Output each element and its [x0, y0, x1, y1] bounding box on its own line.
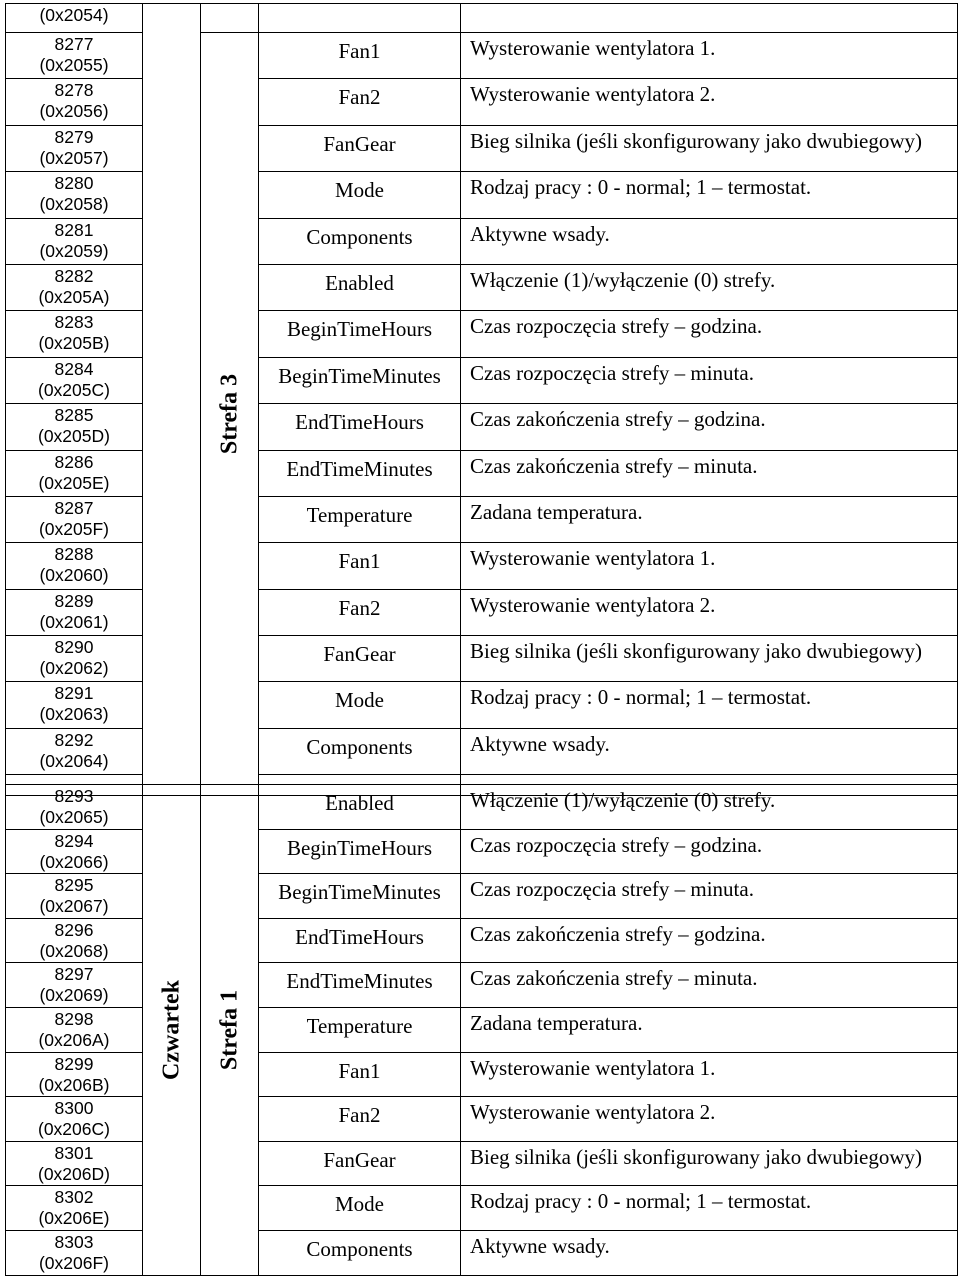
parameter-name-cell [259, 682, 461, 728]
register-hex: (0x2058) [39, 194, 109, 215]
parameter-name-cell [259, 1230, 461, 1275]
day-label-cell [143, 785, 201, 1276]
parameter-name: Fan1 [338, 1058, 381, 1083]
parameter-name-cell [259, 589, 461, 635]
register-address-cell [6, 1097, 143, 1142]
parameter-description: Bieg silnika (jeśli skonfigurowany jako dwubiegowy) [470, 128, 923, 153]
register-address-cell [6, 636, 143, 682]
parameter-description-cell [461, 1186, 958, 1231]
register-address-cell [6, 450, 143, 496]
parameter-name: Enabled [325, 791, 394, 815]
table-row [6, 785, 958, 830]
register-address [6, 590, 142, 633]
parameter-name-cell [259, 404, 461, 450]
parameter-name: Temperature [306, 1013, 413, 1038]
parameter-name: EndTimeHours [295, 924, 424, 949]
day-label-container [143, 785, 200, 1275]
register-address-cell [6, 1141, 143, 1186]
register-address-cell [6, 125, 143, 171]
register-decimal: 8300 [54, 1098, 94, 1119]
register-hex: (0x2056) [39, 101, 109, 122]
register-hex: (0x2068) [39, 940, 109, 961]
register-address-cell [6, 218, 143, 264]
zone-label-container [201, 33, 258, 795]
parameter-description: Czas zakończenia strefy – godzina. [470, 921, 766, 946]
register-address [6, 682, 142, 725]
table-row-fragment [6, 4, 958, 33]
register-decimal: 8301 [54, 1142, 94, 1163]
zone-label: Strefa 3 [216, 374, 242, 455]
register-hex: (0x206B) [38, 1074, 110, 1095]
register-decimal: 8282 [54, 265, 94, 286]
register-address-cell [6, 1186, 143, 1231]
parameter-description-cell [461, 1052, 958, 1097]
register-hex: (0x2059) [39, 240, 109, 261]
register-decimal: 8286 [54, 451, 94, 472]
register-hex: (0x2060) [39, 565, 109, 586]
register-decimal: 8279 [54, 126, 94, 147]
parameter-description: Zadana temperatura. [470, 1010, 643, 1035]
register-address [6, 172, 142, 215]
register-decimal: 8281 [54, 219, 94, 240]
parameter-name: Fan1 [338, 549, 381, 574]
parameter-name-cell [259, 218, 461, 264]
register-hex: (0x205C) [38, 379, 110, 400]
parameter-description-cell [461, 33, 958, 79]
register-hex: (0x2069) [39, 985, 109, 1006]
register-address [6, 79, 142, 122]
register-decimal: 8280 [54, 173, 94, 194]
parameter-name-cell [259, 543, 461, 589]
register-address-cell [6, 728, 143, 774]
parameter-name-cell [259, 172, 461, 218]
register-decimal: 8285 [54, 405, 94, 426]
register-address-cell [6, 496, 143, 542]
register-decimal: 8292 [54, 729, 94, 750]
zone-label-container [201, 785, 258, 1275]
parameter-name: Temperature [306, 502, 413, 527]
parameter-description: Bieg silnika (jeśli skonfigurowany jako dwubiegowy) [470, 1144, 923, 1169]
parameter-name-cell [259, 918, 461, 963]
parameter-name: Components [306, 224, 413, 249]
register-decimal: 8287 [54, 497, 94, 518]
parameter-name-cell [259, 125, 461, 171]
register-address [6, 874, 142, 917]
parameter-name: Enabled [325, 270, 394, 295]
parameter-description: Czas rozpoczęcia strefy – minuta. [470, 360, 754, 385]
parameter-description-cell [461, 918, 958, 963]
parameter-name-cell [259, 1097, 461, 1142]
parameter-name-cell [259, 450, 461, 496]
register-hex: (0x205D) [38, 426, 110, 447]
register-decimal: 8290 [54, 637, 94, 658]
parameter-description-cell [461, 785, 958, 830]
register-address-cell [6, 357, 143, 403]
parameter-name: BeginTimeMinutes [278, 880, 441, 905]
parameter-description: Aktywne wsady. [470, 731, 610, 756]
register-address [6, 358, 142, 401]
register-address [6, 1186, 142, 1229]
register-address [6, 729, 142, 772]
register-decimal: 8288 [54, 544, 94, 565]
parameter-description: Włączenie (1)/wyłączenie (0) strefy. [470, 267, 776, 292]
register-hex: (0x206A) [38, 1029, 110, 1050]
register-address [6, 1097, 142, 1140]
register-decimal: 8303 [54, 1231, 94, 1252]
parameter-name: FanGear [323, 1147, 396, 1172]
register-decimal: 8293 [54, 786, 94, 806]
register-decimal: 8299 [54, 1053, 94, 1074]
parameter-description: Rodzaj pracy : 0 - normal; 1 – termostat. [470, 685, 812, 710]
register-address [6, 1231, 142, 1274]
parameter-name-cell [259, 874, 461, 919]
register-address-cell [6, 1230, 143, 1275]
register-address [6, 1053, 142, 1096]
parameter-description-cell [461, 404, 958, 450]
parameter-name: FanGear [323, 642, 396, 667]
parameter-name: Mode [335, 688, 384, 713]
register-hex: (0x205B) [38, 333, 110, 354]
register-address [6, 636, 142, 679]
parameter-description: Czas rozpoczęcia strefy – godzina. [470, 832, 763, 857]
register-address-cell [6, 543, 143, 589]
register-address-cell [6, 874, 143, 919]
register-address [6, 785, 142, 828]
register-address-cell [6, 589, 143, 635]
parameter-description-cell [461, 1097, 958, 1142]
parameter-name-cell [259, 963, 461, 1008]
parameter-name: Mode [335, 1192, 384, 1217]
parameter-description-cell [461, 4, 958, 33]
register-address-cell [6, 172, 143, 218]
register-hex: (0x205E) [38, 472, 110, 493]
register-address-cell [6, 682, 143, 728]
parameter-name-cell [259, 264, 461, 310]
parameter-description: Czas rozpoczęcia strefy – minuta. [470, 877, 754, 902]
parameter-description-cell [461, 589, 958, 635]
parameter-description-cell [461, 357, 958, 403]
register-address [6, 830, 142, 873]
parameter-name: Fan2 [338, 595, 381, 620]
day-label: Czwartek [158, 979, 184, 1080]
register-address-cell [6, 4, 143, 33]
register-decimal: 8295 [54, 875, 94, 896]
register-address [6, 451, 142, 494]
register-address [6, 265, 142, 308]
parameter-name: Fan2 [338, 85, 381, 110]
register-hex: (0x206E) [38, 1208, 110, 1229]
parameter-description-cell [461, 636, 958, 682]
register-address-cell [6, 1007, 143, 1052]
parameter-name: Fan1 [338, 39, 381, 63]
parameter-name: Components [306, 1236, 413, 1261]
register-hex: (0x206C) [38, 1119, 110, 1140]
parameter-description-cell [461, 79, 958, 125]
register-hex: (0x206D) [38, 1163, 110, 1184]
parameter-description-cell [461, 125, 958, 171]
parameter-description: Wysterowanie wentylatora 1. [470, 546, 716, 571]
register-address-cell [6, 311, 143, 357]
register-decimal: 8291 [54, 683, 94, 704]
parameter-name-cell [259, 728, 461, 774]
register-decimal: 8298 [54, 1008, 94, 1029]
register-address [6, 919, 142, 962]
parameter-description-cell [461, 1230, 958, 1275]
register-address [6, 33, 142, 76]
register-table-strefa-3 [5, 3, 958, 796]
register-decimal: 8277 [54, 34, 94, 54]
parameter-description: Czas zakończenia strefy – godzina. [470, 407, 766, 432]
parameter-description-cell [461, 450, 958, 496]
register-address [6, 543, 142, 586]
register-decimal: 8284 [54, 358, 94, 379]
register-address [6, 404, 142, 447]
parameter-description-cell [461, 496, 958, 542]
parameter-name: FanGear [323, 131, 396, 156]
register-hex: (0x2064) [39, 750, 109, 771]
register-decimal: 8294 [54, 830, 94, 851]
register-address-cell [6, 963, 143, 1008]
parameter-name: EndTimeHours [295, 410, 424, 435]
register-address [6, 311, 142, 354]
parameter-description: Czas zakończenia strefy – minuta. [470, 966, 758, 991]
parameter-name: BeginTimeHours [286, 317, 433, 342]
parameter-description: Zadana temperatura. [470, 499, 643, 524]
zone-label-cell [201, 785, 259, 1276]
register-address-cell [6, 264, 143, 310]
register-decimal: 8302 [54, 1187, 94, 1208]
parameter-name-cell [259, 1007, 461, 1052]
parameter-description-cell [461, 1007, 958, 1052]
register-address-cell [6, 33, 143, 79]
parameter-name: Mode [335, 178, 384, 203]
parameter-name: Components [306, 734, 413, 759]
register-address-cell [6, 918, 143, 963]
register-hex: (0x2054) [39, 5, 109, 25]
parameter-description-cell [461, 829, 958, 874]
parameter-description: Bieg silnika (jeśli skonfigurowany jako dwubiegowy) [470, 639, 923, 664]
register-address [6, 1142, 142, 1185]
parameter-name-cell [259, 311, 461, 357]
parameter-description: Rodzaj pracy : 0 - normal; 1 – termostat. [470, 175, 812, 200]
parameter-name-cell [259, 636, 461, 682]
register-hex: (0x2065) [39, 807, 109, 827]
parameter-description-cell [461, 543, 958, 589]
parameter-description: Wysterowanie wentylatora 2. [470, 82, 716, 107]
register-hex: (0x2057) [39, 147, 109, 168]
register-hex: (0x205F) [38, 518, 110, 539]
register-decimal: 8278 [54, 80, 94, 101]
parameter-name: EndTimeMinutes [286, 969, 433, 994]
register-address-cell [6, 785, 143, 830]
register-decimal: 8289 [54, 590, 94, 611]
register-address-cell [6, 79, 143, 125]
parameter-name-cell [259, 1141, 461, 1186]
parameter-name-cell [259, 496, 461, 542]
register-hex: (0x2063) [39, 704, 109, 725]
parameter-description-cell [461, 264, 958, 310]
parameter-description-cell [461, 1141, 958, 1186]
register-hex: (0x2067) [39, 896, 109, 917]
parameter-name-cell [259, 4, 461, 33]
parameter-description: Wysterowanie wentylatora 2. [470, 1100, 716, 1125]
register-address [6, 963, 142, 1006]
register-address [6, 126, 142, 169]
register-decimal: 8283 [54, 312, 94, 333]
parameter-description: Czas zakończenia strefy – minuta. [470, 453, 758, 478]
register-decimal: 8296 [54, 919, 94, 940]
register-address-cell [6, 404, 143, 450]
parameter-name-cell [259, 357, 461, 403]
register-address [6, 219, 142, 262]
parameter-description-cell [461, 218, 958, 264]
day-cell [143, 4, 201, 796]
register-hex: (0x2055) [39, 55, 109, 75]
parameter-name-cell [259, 1186, 461, 1231]
parameter-description: Aktywne wsady. [470, 1233, 610, 1258]
parameter-name: Fan2 [338, 1103, 381, 1128]
parameter-description: Włączenie (1)/wyłączenie (0) strefy. [470, 788, 776, 812]
parameter-name: EndTimeMinutes [286, 456, 433, 481]
parameter-description: Wysterowanie wentylatora 2. [470, 592, 716, 617]
parameter-description-cell [461, 682, 958, 728]
register-hex: (0x206F) [38, 1252, 110, 1273]
parameter-description-cell [461, 311, 958, 357]
register-hex: (0x2061) [39, 611, 109, 632]
zone-label-cell [201, 33, 259, 796]
parameter-description-cell [461, 728, 958, 774]
parameter-name-cell [259, 33, 461, 79]
parameter-description: Wysterowanie wentylatora 1. [470, 1055, 716, 1080]
zone-label: Strefa 1 [216, 989, 242, 1070]
parameter-description-cell [461, 172, 958, 218]
register-address [6, 1008, 142, 1051]
register-hex: (0x2066) [39, 851, 109, 872]
parameter-name-cell [259, 79, 461, 125]
register-hex: (0x205A) [38, 286, 110, 307]
parameter-name: BeginTimeMinutes [278, 363, 441, 388]
parameter-name-cell [259, 785, 461, 830]
register-table-czwartek-strefa-1 [5, 784, 958, 1276]
parameter-description-cell [461, 963, 958, 1008]
register-address [6, 497, 142, 540]
parameter-description: Aktywne wsady. [470, 221, 610, 246]
parameter-description-cell [461, 874, 958, 919]
register-address-cell [6, 1052, 143, 1097]
zone-cell-empty [201, 4, 259, 33]
parameter-description: Wysterowanie wentylatora 1. [470, 36, 716, 60]
register-decimal: 8297 [54, 964, 94, 985]
register-address-cell [6, 829, 143, 874]
parameter-name: BeginTimeHours [286, 835, 433, 860]
register-hex: (0x2062) [39, 658, 109, 679]
parameter-name-cell [259, 1052, 461, 1097]
parameter-description: Czas rozpoczęcia strefy – godzina. [470, 314, 763, 339]
parameter-description: Rodzaj pracy : 0 - normal; 1 – termostat. [470, 1189, 812, 1214]
parameter-name-cell [259, 829, 461, 874]
